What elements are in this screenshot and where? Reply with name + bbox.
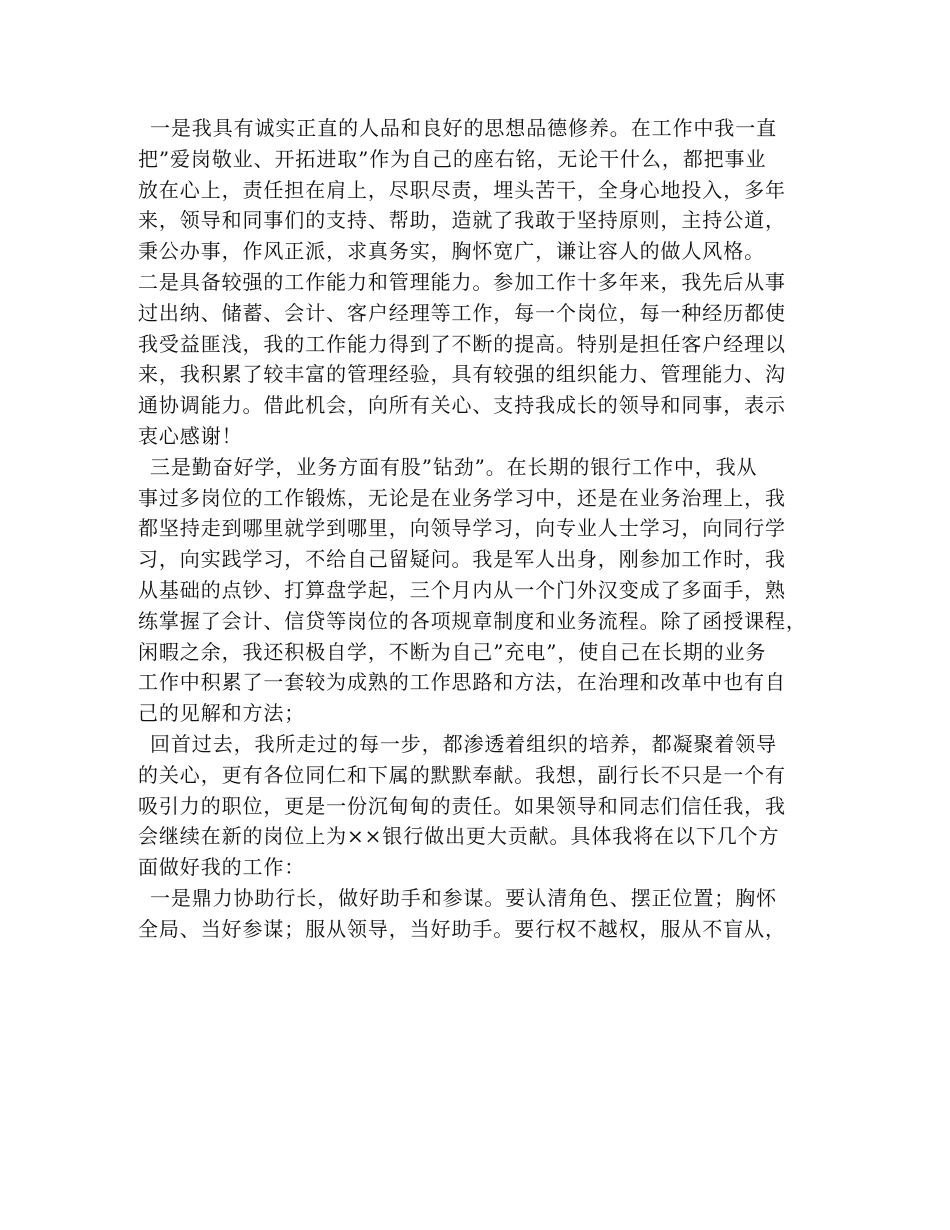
text-line: 面做好我的工作： xyxy=(138,855,306,880)
text-line: 衷心感谢！ xyxy=(138,423,243,448)
text-line: 我受益匪浅，我的工作能力得到了不断的提高。特别是担任客户经理以 xyxy=(138,331,786,356)
text-line: 一是鼎力协助行长，做好助手和参谋。要认清角色、摆正位置；胸怀 xyxy=(150,885,777,910)
text-line: 练掌握了会计、信贷等岗位的各项规章制度和业务流程。除了函授课程， xyxy=(138,608,807,633)
text-line: 的关心，更有各位同仁和下属的默默奉献。我想，副行长不只是一个有 xyxy=(138,762,786,787)
text-line: 都坚持走到哪里就学到哪里，向领导学习，向专业人士学习，向同行学 xyxy=(138,516,786,541)
text-line: 来，领导和同事们的支持、帮助，造就了我敢于坚持原则，主持公道， xyxy=(138,208,786,233)
text-line: 过出纳、储蓄、会计、客户经理等工作，每一个岗位，每一种经历都使 xyxy=(138,300,786,325)
text-line: 回首过去，我所走过的每一步，都渗透着组织的培养，都凝聚着领导 xyxy=(150,731,777,756)
text-line: 通协调能力。借此机会，向所有关心、支持我成长的领导和同事，表示 xyxy=(138,393,786,418)
text-line: 习，向实践学习，不给自己留疑问。我是军人出身，刚参加工作时，我 xyxy=(138,547,786,572)
text-line: 从基础的点钞、打算盘学起，三个月内从一个门外汉变成了多面手，熟 xyxy=(138,577,786,602)
text-line: 己的见解和方法； xyxy=(138,701,306,726)
text-line: 吸引力的职位，更是一份沉甸甸的责任。如果领导和同志们信任我，我 xyxy=(138,793,786,818)
text-line: 三是勤奋好学，业务方面有股”钻劲”。在长期的银行工作中，我从 xyxy=(150,454,758,479)
text-line: 全局、当好参谋；服从领导，当好助手。要行权不越权，服从不盲从， xyxy=(138,916,786,941)
text-line: 事过多岗位的工作锻炼，无论是在业务学习中，还是在业务治理上，我 xyxy=(138,485,786,510)
text-line: 闲暇之余，我还积极自学，不断为自己”充电”，使自己在长期的业务 xyxy=(138,639,767,664)
text-line: 放在心上，责任担在肩上，尽职尽责，埋头苦干，全身心地投入，多年 xyxy=(138,177,786,202)
document-page xyxy=(138,113,818,945)
text-line: 秉公办事，作风正派，求真务实，胸怀宽广，谦让容人的做人风格。 xyxy=(138,239,765,264)
text-line: 来，我积累了较丰富的管理经验，具有较强的组织能力、管理能力、沟 xyxy=(138,362,786,387)
text-line: 工作中积累了一套较为成熟的工作思路和方法，在治理和改革中也有自 xyxy=(138,670,786,695)
text-line: 二是具备较强的工作能力和管理能力。参加工作十多年来，我先后从事 xyxy=(138,269,786,294)
text-line: 会继续在新的岗位上为××银行做出更大贡献。具体我将在以下几个方 xyxy=(138,824,780,849)
text-line: 把”爱岗敬业、开拓进取”作为自己的座右铭，无论干什么，都把事业 xyxy=(138,146,767,171)
text-line: 一是我具有诚实正直的人品和良好的思想品德修养。在工作中我一直 xyxy=(150,116,777,140)
